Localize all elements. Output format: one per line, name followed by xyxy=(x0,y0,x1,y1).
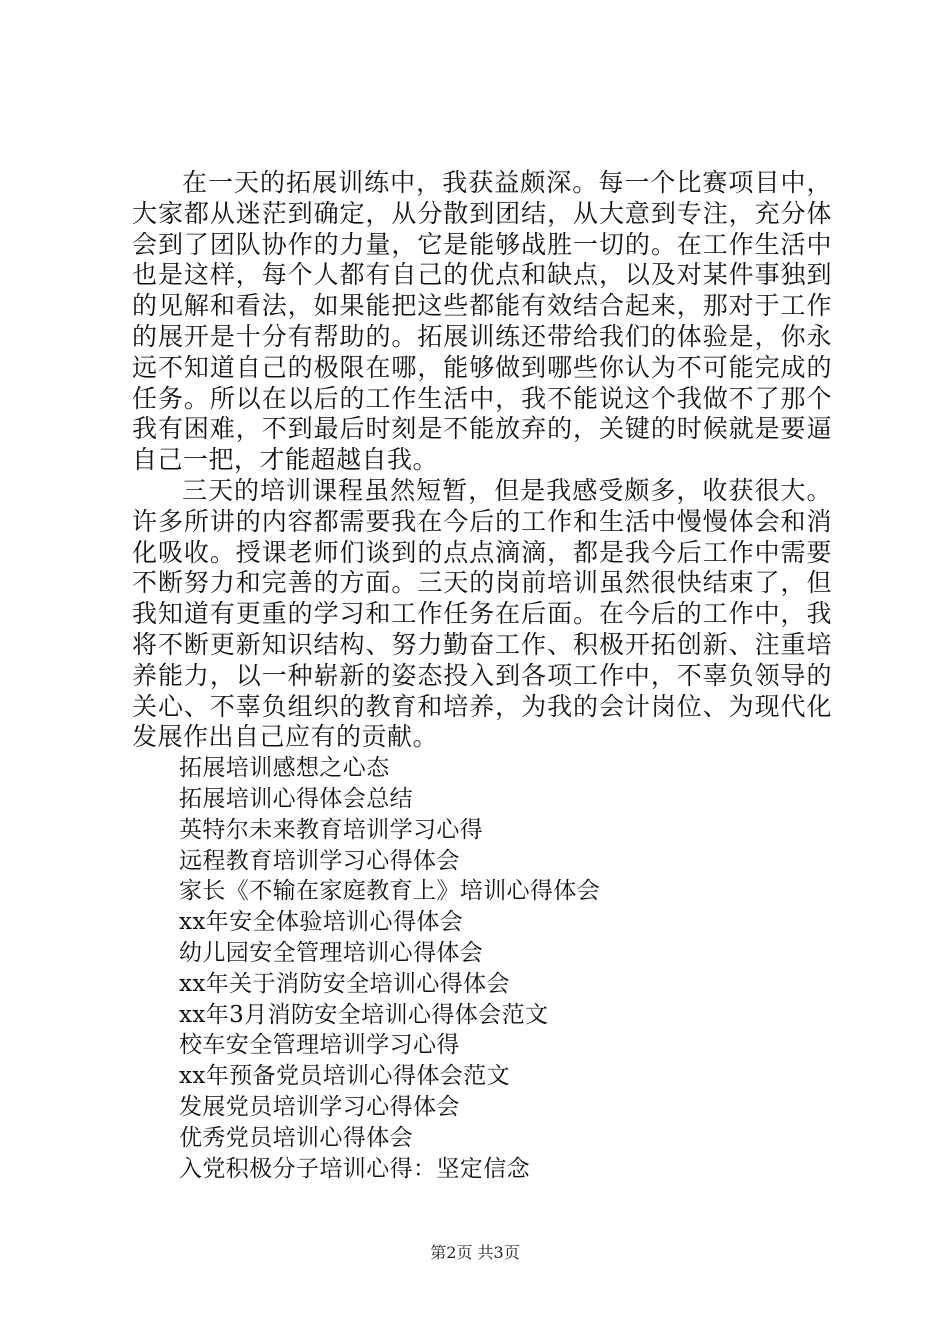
paragraph-training-experience: 在一天的拓展训练中，我获益颇深。每一个比赛项目中，大家都从迷茫到确定，从分散到团结，从大意到专注，充分体会到了团队协作的力量，它是能够战胜一切的。在工作生活中也是这样，每个人都有自己的优点和缺点，以及对某件事独到的见解和看法，如果能把这些都能有效结合起来，那对于工作的展开是十分有帮助的。拓展训练还带给我们的体验是，你永远不知道自己的极限在哪，能够做到哪些你认为不可能完成的任务。所以在以后的工作生活中，我不能说这个我做不了那个我有困难，不到最后时刻是不能放弃的，关键的时候就是要逼自己一把，才能超越自我。 xyxy=(132,168,832,475)
related-article-link[interactable]: xx年3月消防安全培训心得体会范文 xyxy=(179,1001,549,1028)
related-article-link[interactable]: xx年预备党员培训心得体会范文 xyxy=(179,1063,510,1090)
document-body xyxy=(132,168,832,1184)
page-indicator: 第2页 共3页 xyxy=(430,1243,520,1262)
related-article-link[interactable]: 发展党员培训学习心得体会 xyxy=(179,1093,460,1120)
paragraph-course-summary: 三天的培训课程虽然短暂，但是我感受颇多，收获很大。许多所讲的内容都需要我在今后的工作和生活中慢慢体会和消化吸收。授课老师们谈到的点点滴滴，都是我今后工作中需要不断努力和完善的方面。三天的岗前培训虽然很快结束了，但我知道有更重的学习和工作任务在后面。在今后的工作中，我将不断更新知识结构、努力勤奋工作、积极开拓创新、注重培养能力，以一种崭新的姿态投入到各项工作中，不辜负领导的关心、不辜负组织的教育和培养，为我的会计岗位、为现代化发展作出自己应有的贡献。 xyxy=(132,475,832,752)
related-article-link[interactable]: 优秀党员培训心得体会 xyxy=(179,1124,413,1151)
related-article-link[interactable]: 拓展培训心得体会总结 xyxy=(179,785,413,812)
related-article-link[interactable]: xx年关于消防安全培训心得体会 xyxy=(179,970,510,997)
page-footer xyxy=(0,1243,950,1263)
related-article-link[interactable]: 校车安全管理培训学习心得 xyxy=(179,1032,460,1059)
related-articles-list xyxy=(132,753,832,1184)
related-article-link[interactable]: 拓展培训感想之心态 xyxy=(179,755,390,782)
related-article-link[interactable]: 家长《不输在家庭教育上》培训心得体会 xyxy=(179,878,601,905)
related-article-link[interactable]: 远程教育培训学习心得体会 xyxy=(179,847,460,874)
related-article-link[interactable]: 英特尔未来教育培训学习心得 xyxy=(179,816,484,843)
related-article-link[interactable]: 入党积极分子培训心得：坚定信念 xyxy=(179,1155,530,1182)
related-article-link[interactable]: xx年安全体验培训心得体会 xyxy=(179,909,464,936)
related-article-link[interactable]: 幼儿园安全管理培训心得体会 xyxy=(179,939,484,966)
